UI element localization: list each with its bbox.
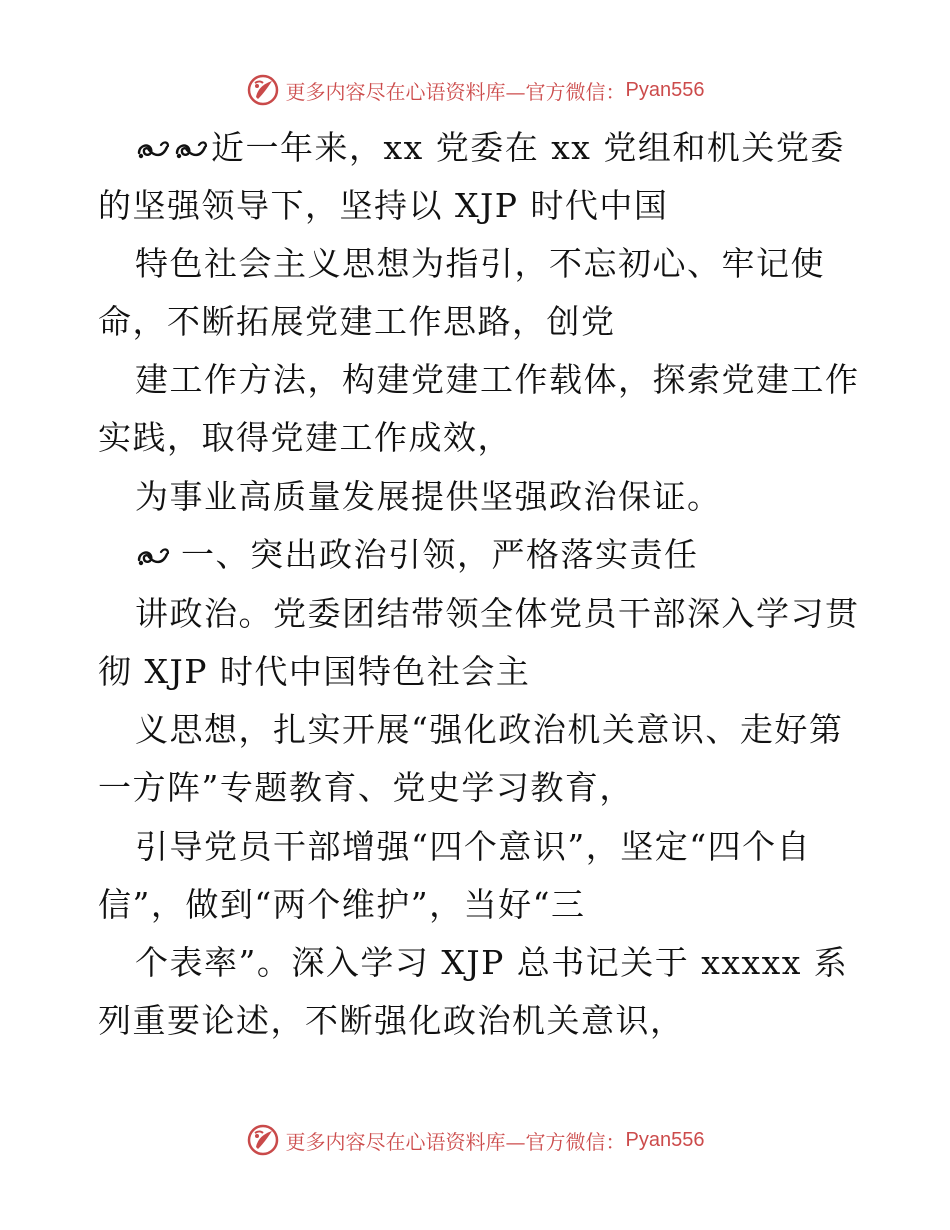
brand-logo-icon [246, 1123, 280, 1157]
paragraph-line: 列重要论述，不断强化政治机关意识， [98, 1001, 685, 1040]
ornament-icon [135, 137, 171, 163]
paragraph-line: 彻 XJP 时代中国特色社会主 [98, 652, 531, 691]
paragraph-line: 命，不断拓展党建工作思路，创党 [98, 302, 616, 341]
footer-banner [0, 1120, 950, 1160]
ornament-icon [135, 544, 171, 570]
paragraph-line: 引导党员干部增强“四个意识”，坚定“四个自 [135, 827, 812, 866]
banner-wechat-id: Pyan556 [625, 78, 705, 101]
paragraph-line: 实践，取得党建工作成效， [98, 418, 512, 457]
paragraph-line: 义思想，扎实开展“强化政治机关意识、走好第 [135, 710, 844, 749]
paragraph-line: 个表率”。深入学习 XJP 总书记关于 xxxxx 系 [135, 943, 849, 982]
paragraph-line: 一方阵”专题教育、党史学习教育， [98, 768, 634, 807]
header-banner [0, 70, 950, 110]
banner-text: 更多内容尽在心语资料库—官方微信： [285, 1129, 626, 1154]
paragraph-line: 信”，做到“两个维护”，当好“三 [98, 885, 586, 924]
ornament-icon [173, 137, 209, 163]
paragraph-line: 建工作方法，构建党建工作载体，探索党建工作 [135, 360, 860, 399]
section-heading: 一、突出政治引领，严格落实责任 [135, 535, 699, 575]
brand-logo-icon [246, 73, 280, 107]
paragraph-line: 为事业高质量发展提供坚强政治保证。 [135, 477, 722, 516]
banner-text: 更多内容尽在心语资料库—官方微信： [285, 79, 626, 104]
paragraph-line: 特色社会主义思想为指引，不忘初心、牢记使 [135, 244, 825, 283]
paragraph-line: 近一年来，xx 党委在 xx 党组和机关党委 [135, 128, 845, 168]
paragraph-line: 讲政治。党委团结带领全体党员干部深入学习贯 [135, 594, 860, 633]
paragraph-line: 的坚强领导下，坚持以 XJP 时代中国 [98, 186, 669, 225]
banner-wechat-id: Pyan556 [625, 1128, 705, 1151]
